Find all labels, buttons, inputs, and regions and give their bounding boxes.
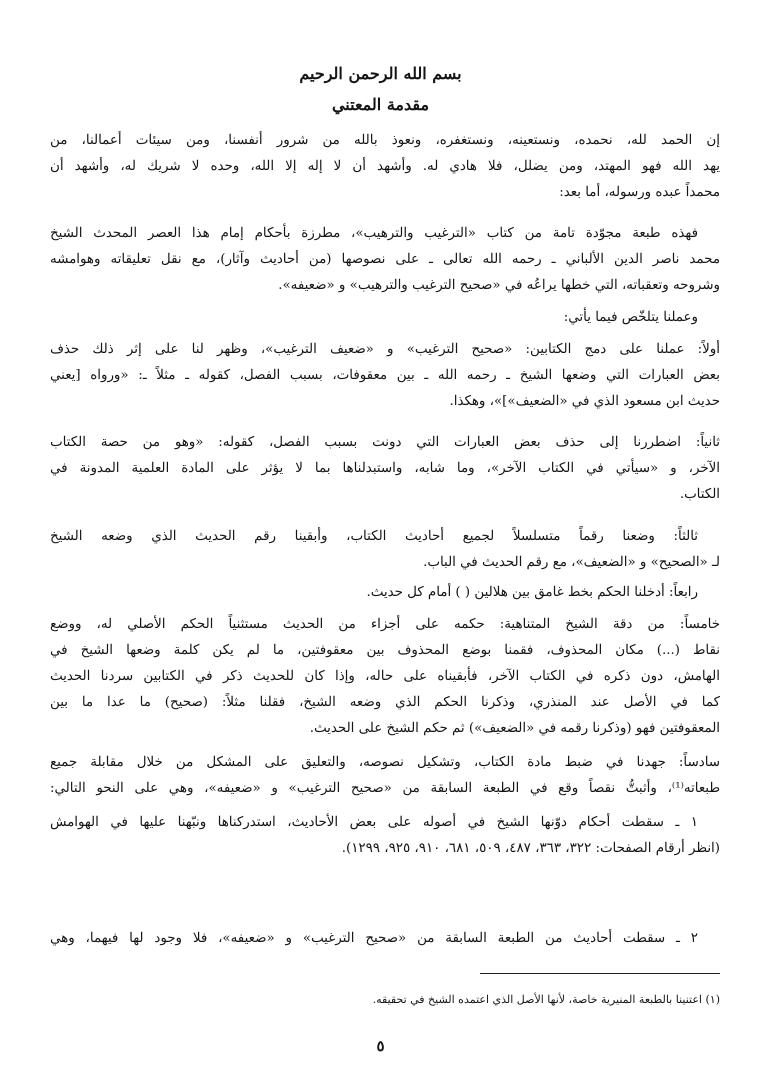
text-line: المعقوفتين فهو (وذكرنا رقمه في «الضعيف») ثم حكم الشيخ على الحديث. [309, 721, 720, 736]
text-line: سادساً: جهدنا في ضبط مادة الكتاب، وتشكيل نصوصه، والتعليق على المشكل من خلال مقابلة جميع [50, 755, 720, 770]
text-line: يهد الله فهو المهتد، ومن يضلل، فلا هادي له. وأشهد أن لا إله إلا الله، وحده لا شريك له، وأشهد أن [50, 159, 720, 174]
text-line: (انظر أرقام الصفحات: ٣٢٢، ٣٦٣، ٤٨٧، ٥٠٩، ٦٨١، ٩١٠، ٩٢٥، ١٢٩٩). [341, 841, 720, 856]
text-line: وشروحه وتعقباته، التي خطها يراعُه في «صحيح الترغيب والترهيب» و «ضعيفه». [278, 278, 720, 293]
text-line: الآخر، و «سيأتي في الكتاب الآخر»، وما شابه، واستبدلناها بما لا يؤثر على المادة العلمية المدونة في [50, 461, 720, 476]
text-line: خامساً: من دقة الشيخ المتناهية: حكمه على أجزاء من الحديث مستثنياً الحكم الأصلي له، ووضع [50, 617, 720, 632]
text-line: طبعاته⁽¹⁾، وأثبتُّ نقصاً وقع في الطبعة السابقة من «صحيح الترغيب» و «ضعيفه»، وهي على النحو التالي: [50, 781, 720, 796]
text-line: الهامش، دون ذكره في الكتاب الآخر، فأبقيناه على حاله، وإذا كان للحديث ذكر في الكتابين سردنا الحديث [50, 669, 720, 684]
text-line: محمداً عبده ورسوله، أما بعد: [559, 185, 720, 200]
text-line: الكتاب. [679, 487, 720, 502]
text-line: فهذه طبعة مجوّدة تامة من كتاب «الترغيب والترهيب»، مطرزة بأحكام إمام هذا العصر المحدث الشيخ [50, 226, 698, 241]
text-line: نقاط (...) مكان المحذوف، فقمنا بوضع المحذوف بين معقوفتين، ما لم يكن كلمة وضعها الشيخ في [50, 643, 720, 658]
page-number: ٥ [376, 1037, 385, 1055]
page-heading: مقدمة المعتني [331, 95, 430, 114]
text-line: بعض العبارات التي وضعها الشيخ ـ رحمه الله ـ بين معقوفات، بسبب الفصل، كقوله ـ مثلاً ـ: «ورواه [يعني [50, 368, 720, 383]
text-line: محمد ناصر الدين الألباني ـ رحمه الله تعالى ـ على نصوصها (من أحاديث وآثار)، مع نقل تعليقاته وهوامشه [50, 252, 720, 267]
text-line: كما في الأصل عند المنذري، وذكرنا الحكم الذي وضعه الشيخ، فقلنا مثلاً: (صحيح) ما عدا ما بين [50, 695, 720, 710]
text-line: رابعاً: أدخلنا الحكم بخط غامق بين هلالين ( ) أمام كل حديث. [366, 585, 698, 600]
basmala: بسم الله الرحمن الرحيم [299, 64, 462, 83]
text-line: إن الحمد لله، نحمده، ونستعينه، ونستغفره، ونعوذ بالله من شرور أنفسنا، ومن سيئات أعمالنا، من [50, 133, 720, 148]
text-line: ١ ـ سقطت أحكام دوّنها الشيخ في أصوله على بعض الأحاديث، استدركناها ونبّهنا عليها في الهوامش [50, 815, 698, 830]
text-line: ثالثاً: وضعنا رقماً متسلسلاً لجميع أحاديث الكتاب، وأبقينا رقم الحديث الذي وضعه الشيخ [50, 529, 698, 544]
text-line: ٢ ـ سقطت أحاديث من الطبعة السابقة من «صحيح الترغيب» و «ضعيفه»، فلا وجود لها فيهما، وهي [50, 931, 698, 946]
footnote: (١) اعتنينا بالطبعة المنيرية خاصة، لأنها الأصل الذي اعتمده الشيخ في تحقيقه. [372, 993, 720, 1006]
text-line: ثانياً: اضطررنا إلى حذف بعض العبارات التي دونت بسبب الفصل، كقوله: «وهو من حصة الكتاب [50, 435, 720, 450]
text-line: وعملنا يتلخّص فيما يأتي: [563, 310, 698, 325]
footnote-divider [480, 973, 720, 974]
text-line: حديث ابن مسعود الذي في «الضعيف»]»، وهكذا. [449, 394, 720, 409]
text-line: لـ «الصحيح» و «الضعيف»، مع رقم الحديث في الباب. [423, 555, 720, 570]
text-line: أولاً: عملنا على دمج الكتابين: «صحيح الترغيب» و «ضعيف الترغيب»، وظهر لنا على إثر ذلك حذف [50, 342, 720, 357]
